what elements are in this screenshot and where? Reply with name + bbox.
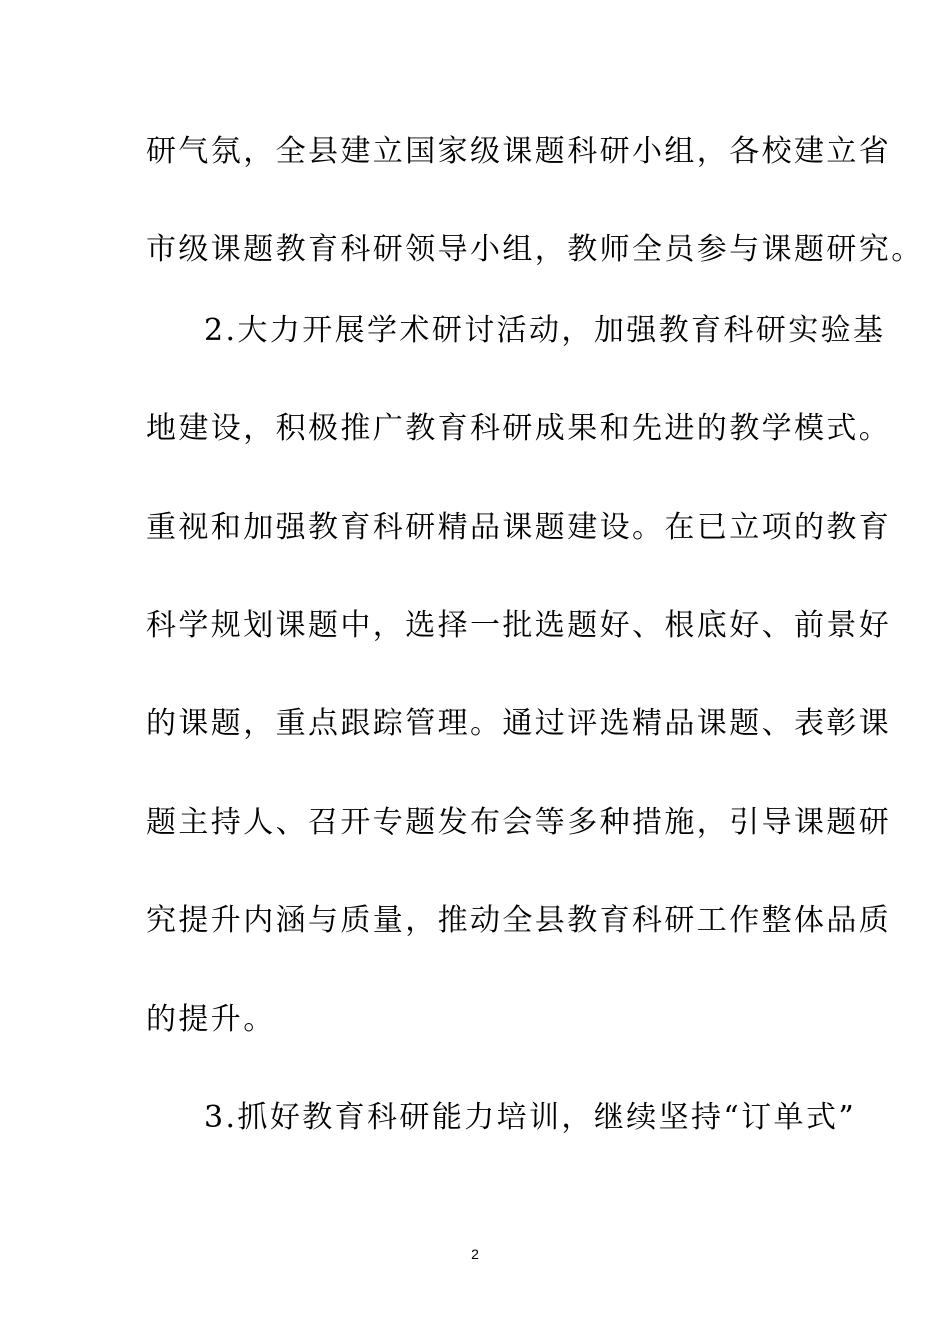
paragraph-start-line: 2.大力开展学术研讨活动，加强教育科研实验基 <box>204 313 886 348</box>
text-line: 的提升。 <box>146 1002 276 1037</box>
text-line: 科学规划课题中，选择一批选题好、根底好、前景好 <box>146 608 892 643</box>
text-line: 地建设，积极推广教育科研成果和先进的教学模式。 <box>146 411 892 446</box>
page-number: 2 <box>471 1246 479 1262</box>
text-line: 重视和加强教育科研精品课题建设。在已立项的教育 <box>146 510 892 545</box>
text-line: 研气氛，全县建立国家级课题科研小组，各校建立省 <box>146 134 892 169</box>
text-line: 的课题，重点跟踪管理。通过评选精品课题、表彰课 <box>146 706 892 741</box>
paragraph-start-line: 3.抓好教育科研能力培训，继续坚持“订单式” <box>204 1100 857 1135</box>
text-line: 题主持人、召开专题发布会等多种措施，引导课题研 <box>146 805 892 840</box>
text-line: 市级课题教育科研领导小组，教师全员参与课题研究。 <box>146 232 924 267</box>
text-line: 究提升内涵与质量，推动全县教育科研工作整体品质 <box>146 903 892 938</box>
